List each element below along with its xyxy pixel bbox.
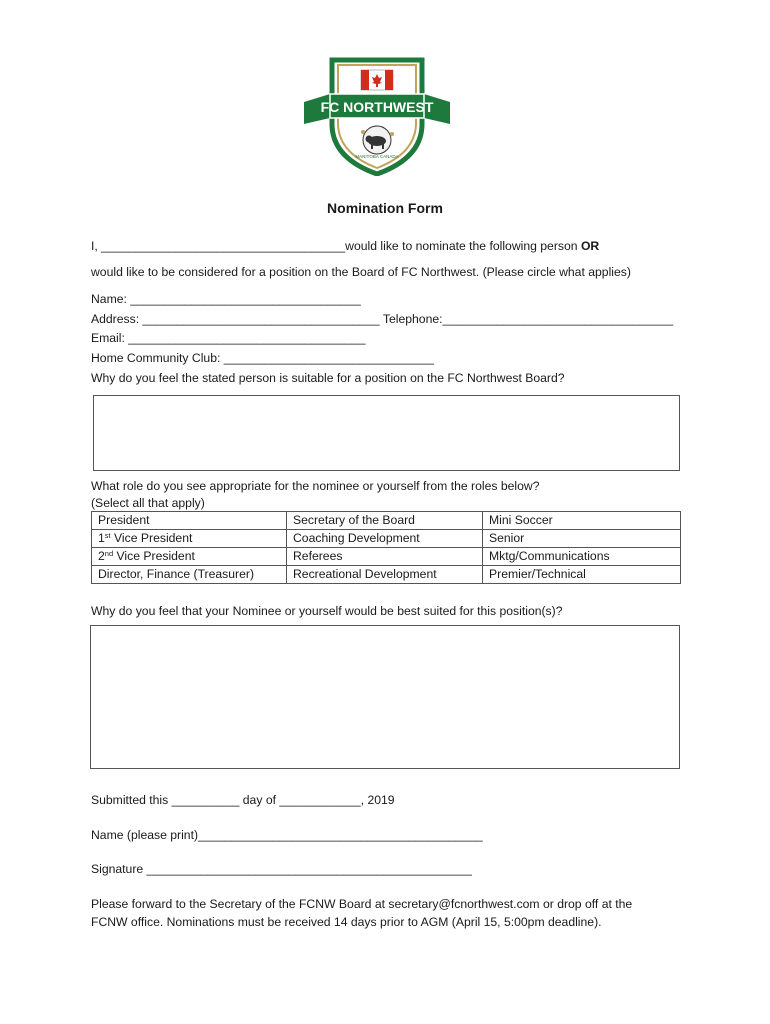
role-referees[interactable]: Referees <box>287 548 483 566</box>
print-name-field[interactable]: Name (please print)__________________________________________ <box>91 828 483 842</box>
address-telephone-field[interactable]: Address: ___________________________________ Telephone:__________________________________ <box>91 312 673 326</box>
email-field[interactable]: Email: ___________________________________ <box>91 331 366 345</box>
role-director-finance[interactable]: Director, Finance (Treasurer) <box>92 566 287 584</box>
role-recreational-development[interactable]: Recreational Development <box>287 566 483 584</box>
roles-table <box>91 511 681 584</box>
role-1st-vice-president[interactable]: 1st Vice President <box>92 530 287 548</box>
role-2nd-vice-president[interactable]: 2nd Vice President <box>92 548 287 566</box>
role-president[interactable]: President <box>92 512 287 530</box>
role-senior[interactable]: Senior <box>483 530 681 548</box>
table-row <box>92 512 681 530</box>
role-mini-soccer[interactable]: Mini Soccer <box>483 512 681 530</box>
question-1: Why do you feel the stated person is suitable for a position on the FC Northwest Board? <box>91 371 565 385</box>
answer-box-2[interactable] <box>90 625 680 769</box>
table-row <box>92 530 681 548</box>
svg-text:MANITOBA CANADA: MANITOBA CANADA <box>355 154 399 159</box>
roles-hint: (Select all that apply) <box>91 496 205 510</box>
role-coaching-development[interactable]: Coaching Development <box>287 530 483 548</box>
role-mktg-communications[interactable]: Mktg/Communications <box>483 548 681 566</box>
roles-question: What role do you see appropriate for the nominee or yourself from the roles below? <box>91 479 540 493</box>
answer-box-1[interactable] <box>93 395 680 471</box>
question-2: Why do you feel that your Nominee or yourself would be best suited for this position(s)? <box>91 604 563 618</box>
intro-line-2: would like to be considered for a position on the Board of FC Northwest. (Please circle what applies) <box>91 265 631 279</box>
intro-line-1: I, ____________________________________would like to nominate the following person OR <box>91 239 600 253</box>
role-premier-technical[interactable]: Premier/Technical <box>483 566 681 584</box>
table-row <box>92 548 681 566</box>
signature-field[interactable]: Signature ________________________________________________ <box>91 862 472 876</box>
footer-line-1: Please forward to the Secretary of the FCNW Board at secretary@fcnorthwest.com or drop off at the <box>91 897 633 911</box>
crest-text: FC NORTHWEST <box>320 99 434 115</box>
submitted-date-field[interactable]: Submitted this __________ day of ____________, 2019 <box>91 793 395 807</box>
footer-line-2: FCNW office. Nominations must be received 14 days prior to AGM (April 15, 5:00pm deadline). <box>91 915 602 929</box>
role-secretary[interactable]: Secretary of the Board <box>287 512 483 530</box>
form-title: Nomination Form <box>327 200 443 216</box>
fc-northwest-logo <box>300 54 454 176</box>
canada-flag-icon <box>361 70 393 90</box>
table-row <box>92 566 681 584</box>
community-club-field[interactable]: Home Community Club: _______________________________ <box>91 351 434 365</box>
name-field[interactable]: Name: __________________________________ <box>91 292 361 306</box>
